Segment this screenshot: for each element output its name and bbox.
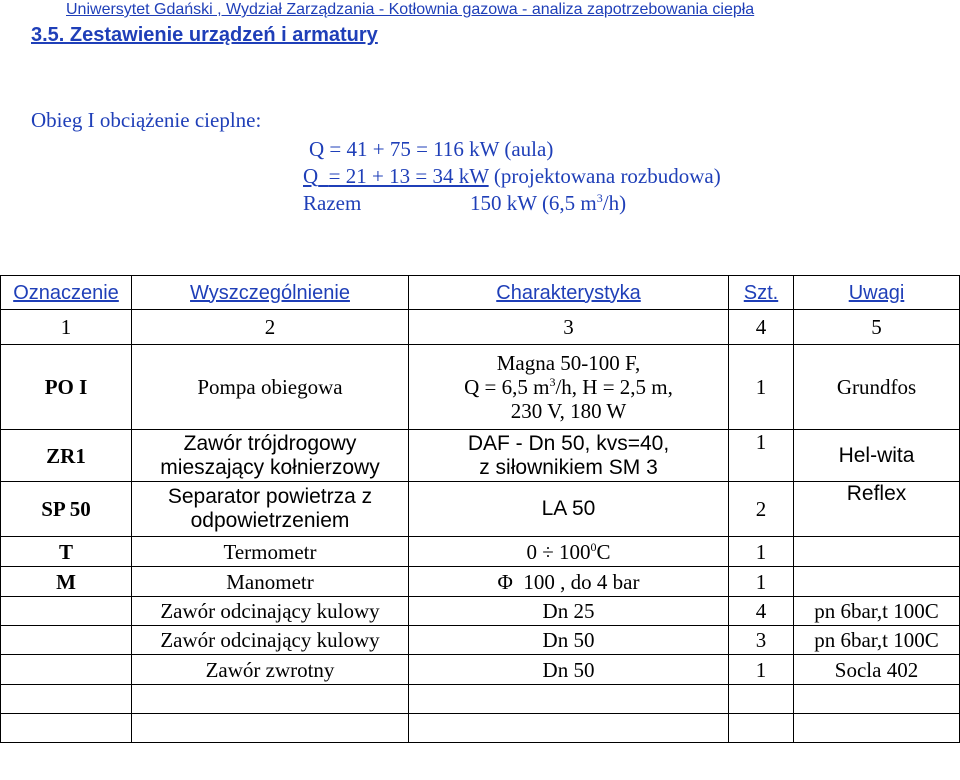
- load-line-2-note: (projektowana rozbudowa): [493, 164, 721, 188]
- row-characteristics: Magna 50-100 F, Q = 6,5 $m^3/h$, H = 2,5 m, 230 V, 180 W: [409, 345, 729, 430]
- equipment-table: [0, 275, 960, 743]
- row-characteristics: Dn 50: [409, 655, 729, 685]
- row-notes: Reflex: [794, 482, 960, 537]
- row-characteristics: Φ 100 , do 4 bar: [409, 567, 729, 597]
- row-characteristics: DAF - Dn 50, kvs=40, z siłownikiem SM 3: [409, 430, 729, 482]
- row-characteristics: LA 50: [409, 482, 729, 537]
- row-qty: 1: [729, 567, 794, 597]
- load-line-2-symbol: Q: [303, 164, 319, 188]
- row-characteristics: Dn 25: [409, 597, 729, 626]
- table-row: [1, 655, 960, 685]
- table-row: [1, 567, 960, 597]
- row-qty: 1: [729, 537, 794, 567]
- row-notes: [794, 537, 960, 567]
- row-qty: 2: [729, 482, 794, 537]
- row-qty: 1: [729, 655, 794, 685]
- table-header-row: [1, 276, 960, 310]
- row-code: [1, 597, 132, 626]
- load-line-1: Q = 41 + 75 = 116 kW (aula): [309, 137, 554, 161]
- col-number: 2: [132, 310, 409, 345]
- load-total-label: Razem: [303, 191, 362, 215]
- row-name: Zawór zwrotny: [132, 655, 409, 685]
- row-name: Zawór trójdrogowy mieszający kołnierzowy: [132, 430, 409, 482]
- row-name: Zawór odcinający kulowy: [132, 597, 409, 626]
- col-number: 4: [729, 310, 794, 345]
- row-notes: Grundfos: [794, 345, 960, 430]
- table-row: [1, 482, 960, 537]
- row-notes: Hel-wita: [794, 430, 960, 482]
- header-szt: Szt.: [729, 276, 794, 310]
- row-code: PO I: [1, 345, 132, 430]
- row-name: Termometr: [132, 537, 409, 567]
- table-row: [1, 626, 960, 655]
- col-number: 5: [794, 310, 960, 345]
- row-name: Pompa obiegowa: [132, 345, 409, 430]
- empty-row: [1, 714, 960, 743]
- row-name: Separator powietrza z odpowietrzeniem: [132, 482, 409, 537]
- header-wyszczegolnienie: Wyszczególnienie: [132, 276, 409, 310]
- row-characteristics: Dn 50: [409, 626, 729, 655]
- row-notes: [794, 567, 960, 597]
- row-characteristics: $0 \div 100^0C$: [409, 537, 729, 567]
- header-charakterystyka: Charakterystyka: [409, 276, 729, 310]
- header-uwagi: Uwagi: [794, 276, 960, 310]
- row-qty: 3: [729, 626, 794, 655]
- row-name: Zawór odcinający kulowy: [132, 626, 409, 655]
- column-number-row: [1, 310, 960, 345]
- table-row: [1, 345, 960, 430]
- running-header: Uniwersytet Gdański , Wydział Zarządzania - Kotłownia gazowa - analiza zapotrzebowania ciepła: [66, 1, 755, 18]
- col-number: 3: [409, 310, 729, 345]
- row-code: [1, 626, 132, 655]
- load-line-2: [303, 164, 721, 189]
- phi-symbol: Φ: [497, 569, 513, 594]
- table-row: [1, 430, 960, 482]
- load-line-2-equation: = 21 + 13 = 34 kW: [328, 164, 489, 188]
- row-qty: 1: [729, 345, 794, 430]
- row-name: Manometr: [132, 567, 409, 597]
- row-code: ZR1: [1, 430, 132, 482]
- row-notes: pn 6bar,t 100C: [794, 626, 960, 655]
- row-notes: pn 6bar,t 100C: [794, 597, 960, 626]
- header-oznaczenie: Oznaczenie: [1, 276, 132, 310]
- row-code: M: [1, 567, 132, 597]
- section-title: 3.5. Zestawienie urządzeń i armatury: [31, 24, 378, 46]
- row-qty: 4: [729, 597, 794, 626]
- col-number: 1: [1, 310, 132, 345]
- row-code: [1, 655, 132, 685]
- load-intro: Obieg I obciążenie cieplne:: [31, 108, 262, 132]
- row-code: SP 50: [1, 482, 132, 537]
- load-total-value: 150 kW (6,5 $m^3/h$): [470, 191, 627, 215]
- empty-row: [1, 685, 960, 714]
- row-code: T: [1, 537, 132, 567]
- row-notes: Socla 402: [794, 655, 960, 685]
- row-qty: 1: [729, 430, 794, 482]
- table-row: [1, 537, 960, 567]
- table-row: [1, 597, 960, 626]
